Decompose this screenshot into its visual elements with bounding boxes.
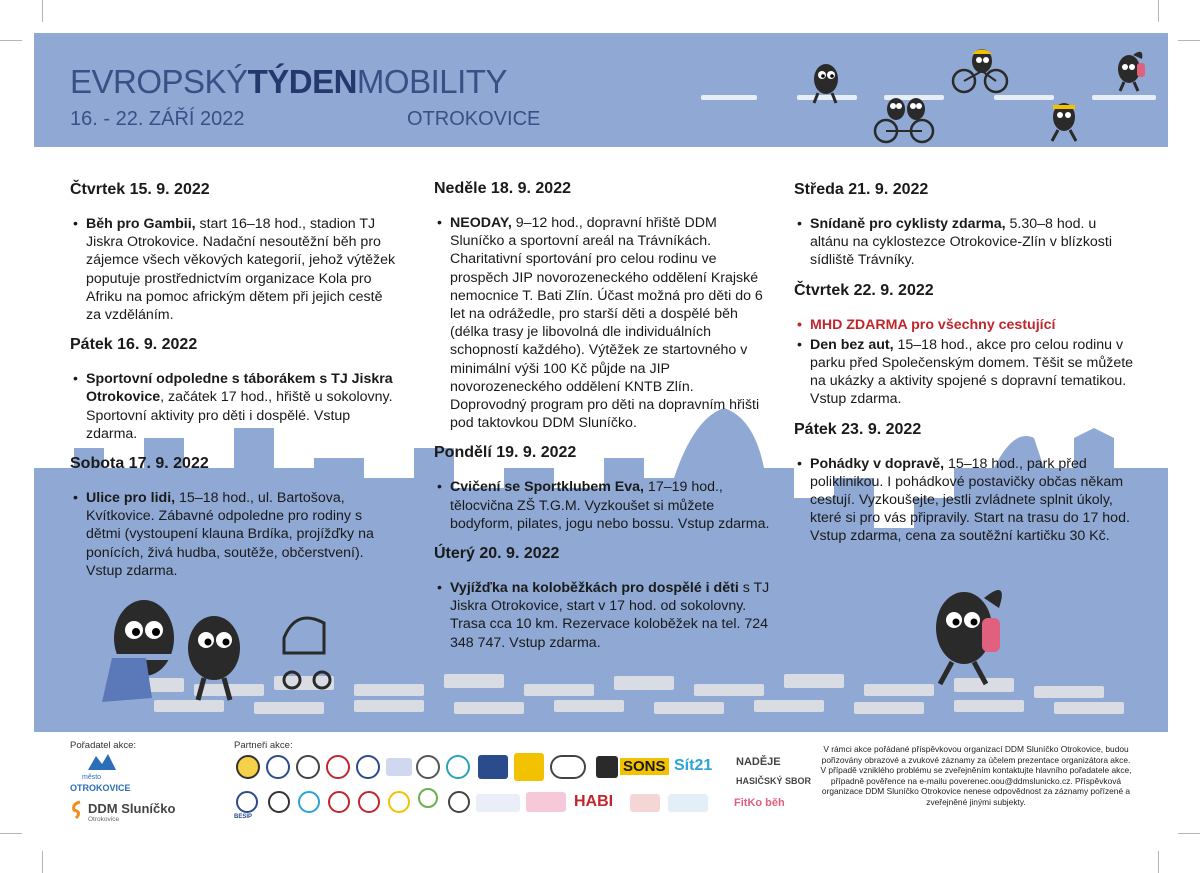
partner-logo: [526, 792, 566, 812]
day-heading: Čtvrtek 15. 9. 2022: [70, 181, 210, 198]
partner-logo: [236, 755, 260, 779]
program-column-1: [70, 181, 400, 592]
day-heading: Sobota 17. 9. 2022: [70, 455, 209, 473]
event-item: • Cvičení se Sportklubem Eva, 17–19 hod., tělocvična ZŠ T.G.M. Vyzkoušet si můžete bodyform, pilates, jogu nebo bossu. Vstup zdarma.: [434, 478, 772, 533]
organizer-label: Pořadatel akce:: [70, 740, 137, 751]
day-heading: Pondělí 19. 9. 2022: [434, 444, 577, 462]
program-column-2: [434, 180, 772, 664]
day-section: [70, 455, 400, 580]
partner-logo: [388, 791, 410, 813]
event-item: • Den bez aut, 15–18 hod., akce pro celou rodinu v parku před Společenským domem. Těšit se můžete na ukázky a aktivity spojené s dopravní tematikou. Vstup zdarma.: [794, 336, 1134, 409]
crop-mark: [1178, 833, 1200, 834]
partner-logo: [478, 755, 508, 779]
day-heading: Středa 21. 9. 2022: [794, 181, 929, 198]
event-item: • NEODAY, 9–12 hod., dopravní hřiště DDM Sluníčko a sportovní areál na Trávníkách. Charitativní sportování pro celou rodinu ve prospěch JIP novorozeneckého oddělení Krajské nemocnice T. Bati Zlín. Účast možná pro děti do 6 let na odrážedle, pro starší děti a dospělé běh (délka trasy je libovolná dle individuálních schopností každého). Výtěžek ze startovného v minimální výši 100 Kč půjde na JIP novorozeneckého oddělení KNTB Zlín. Doprovodný program pro děti na dopravním hřišti pod taktovkou DDM Sluníčko.: [434, 214, 772, 432]
partner-nadeje: NADĚJE: [736, 756, 781, 768]
event-item: • Pohádky v dopravě, 15–18 hod., park před poliklinikou. I pohádkové postavičky občas někam cestují. Vyzkoušejte, jestli zvládnete splnit úkoly, které si pro vás připravily. Start na trasu do 17 hod. Vstup zdarma, cena za soutěžní kartičku 30 Kč.: [794, 455, 1134, 546]
partner-logo: [236, 791, 258, 813]
partner-logo: [446, 755, 470, 779]
day-heading: Neděle 18. 9. 2022: [434, 180, 571, 197]
day-section: [794, 421, 1134, 546]
partner-logo: [328, 791, 350, 813]
crop-mark: [1158, 0, 1159, 22]
partner-logo: [448, 791, 470, 813]
road-line: [701, 95, 757, 100]
organizer2-name: DDM Sluníčko: [88, 801, 176, 816]
partner-logo: [630, 794, 660, 812]
partner-logo: [268, 791, 290, 813]
organizer2-sub: Otrokovice: [88, 816, 120, 823]
day-heading: Pátek 16. 9. 2022: [70, 336, 198, 354]
partner-logo: [266, 755, 290, 779]
organizer1-name: OTROKOVICE: [70, 783, 131, 793]
partner-sit21: Sít21: [674, 757, 713, 774]
partner-hasici: HASIČSKÝ SBOR: [736, 776, 812, 786]
day-heading: Pátek 23. 9. 2022: [794, 420, 922, 438]
crop-mark: [1178, 40, 1200, 41]
day-section: [794, 181, 1134, 270]
header-banner: [34, 33, 1168, 147]
event-item: • Ulice pro lidi, 15–18 hod., ul. Bartošova, Kvítkovice. Zábavné odpoledne pro rodiny s dětmi (vystoupení klauna Brdíka, projížďky na ponících, živá hudba, soutěže, občerstvení). Vstup zdarma.: [70, 489, 400, 580]
partner-logo: [326, 755, 350, 779]
partner-logo: [356, 755, 380, 779]
partner-logo: [514, 753, 544, 781]
partner-logo: [416, 755, 440, 779]
day-section: [434, 444, 772, 533]
day-section: [434, 180, 772, 432]
event-item: • Běh pro Gambii, start 16–18 hod., stadion TJ Jiskra Otrokovice. Nadační nesoutěžní běh pro zájemce všech věkových kategorií, jehož výtěžek poputuje prostřednictvím organizace Kola pro Afriku na pomoc africkým dětem při jejich cestě za vzděláním.: [70, 215, 400, 324]
day-section: [70, 181, 400, 324]
event-item: • Sportovní odpoledne s táborákem s TJ Jiskra Otrokovice, začátek 17 hod., hřiště u sokolovny. Sportovní aktivity pro děti i dospělé. Vstup zdarma.: [70, 370, 400, 443]
ddm-slunicko-logo: [70, 800, 84, 820]
day-heading: Úterý 20. 9. 2022: [434, 545, 560, 563]
crop-mark: [42, 0, 43, 22]
partners-label: Partneři akce:: [234, 740, 293, 751]
partner-logo: [668, 794, 708, 812]
program-column-3: [794, 181, 1134, 558]
partner-besip: BESIP: [234, 814, 253, 820]
event-dates: 16. - 22. ZÁŘÍ 2022: [70, 108, 245, 130]
crop-mark: [42, 851, 43, 873]
partner-logo: [418, 788, 438, 808]
crop-mark: [1158, 851, 1159, 873]
partner-habi: HABI: [574, 793, 614, 810]
organizer1-small: město: [82, 774, 102, 781]
day-section: [434, 545, 772, 652]
disclaimer-text: V rámci akce pořádané příspěvkovou organizací DDM Sluníčko Otrokovice, budou pořizovány obrazové a zvukové záznamy za účelem prezentace organizátora akce. V případě vzniklého problému se zveřejněním kontaktujte hlavního pořadatele akce, případně pověřence na e-mailu poverenec.oou@ddmslunicko.cz. Příspěvková organizace DDM Sluníčko Otrokovice nenese odpovědnost za záznamy pořízené a zveřejněné jinými subjekty.: [820, 744, 1132, 807]
event-item: • Vyjížďka na koloběžkách pro dospělé i děti s TJ Jiskra Otrokovice, start v 17 hod. od sokolovny. Trasa cca 10 km. Rezervace koloběžek na tel. 724 348 747. Vstup zdarma.: [434, 579, 772, 652]
ground-strip: [34, 722, 1168, 732]
event-city: OTROKOVICE: [407, 108, 541, 130]
partner-logo: [296, 755, 320, 779]
crop-mark: [0, 833, 22, 834]
poster-title: EVROPSKÝTÝDENMOBILITY: [70, 63, 507, 100]
partner-logo: [476, 794, 520, 812]
partner-logo: [298, 791, 320, 813]
otrokovice-logo: [84, 752, 120, 774]
event-item-highlight: • MHD ZDARMA pro všechny cestující: [794, 316, 1134, 334]
day-section: [70, 336, 400, 443]
partner-sons: SONS: [620, 758, 669, 775]
day-section: [794, 282, 1134, 409]
partner-fitko: FitKo běh: [734, 797, 785, 809]
day-heading: Čtvrtek 22. 9. 2022: [794, 281, 934, 299]
event-item: • Snídaně pro cyklisty zdarma, 5.30–8 hod. u altánu na cyklostezce Otrokovice-Zlín v blízkosti sídliště Trávníky.: [794, 215, 1134, 270]
partner-logo: [358, 791, 380, 813]
mascot-cyclists-illustration: [804, 45, 1164, 149]
partner-logo: [596, 756, 618, 778]
crop-mark: [0, 40, 22, 41]
partner-logo: [386, 758, 412, 776]
partner-logo: [550, 755, 586, 779]
